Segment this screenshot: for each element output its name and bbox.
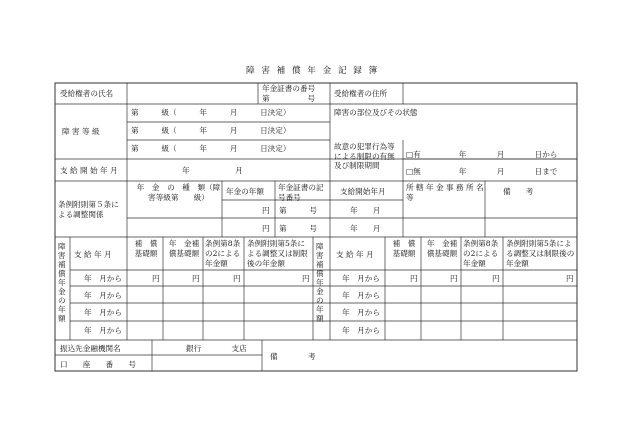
- from-label: 年 月から: [342, 326, 380, 335]
- adjustment-label: 条例附則第５条による調整関係: [58, 200, 119, 219]
- from-label: 年 月から: [342, 308, 380, 317]
- month-header: 支 給 年 月: [336, 250, 374, 259]
- restriction-no: □無 年 月 日まで: [406, 167, 558, 176]
- bank-remarks-label: 備 考: [270, 352, 316, 361]
- from-label: 年 月から: [84, 274, 122, 283]
- grade-line: 第 級（ 年 月 日決定）: [131, 126, 291, 135]
- art8-header: 条例第8条の2による年金額: [463, 239, 499, 268]
- start-header: 支給開始年月: [340, 187, 386, 196]
- restriction-yes: □有 年 月 日から: [406, 150, 558, 159]
- art5-header: 条例附則第5条による調整又は制限後の年金額: [506, 239, 575, 268]
- grade-line: 第 級（ 年 月 日決定）: [131, 144, 291, 153]
- yen-unit: 円: [233, 274, 241, 283]
- payment-start-label: 支 給 開 始 年 月: [60, 166, 118, 175]
- cert-no-header: 年金証書の記号番号: [278, 183, 324, 202]
- yen-unit: 円: [492, 274, 500, 283]
- yen-unit: 円: [262, 206, 270, 215]
- yen-unit: 円: [302, 274, 310, 283]
- grade-line: 第 級（ 年 月 日決定）: [131, 108, 291, 117]
- annual-base-header: 年 金補 償基礎額: [168, 239, 207, 258]
- yen-unit: 円: [566, 274, 574, 283]
- condition-label: 障害の部位及びその状態: [334, 108, 418, 117]
- remarks-header: 備 考: [503, 187, 534, 196]
- bank-institution-label: 振込先金融機関名: [60, 344, 121, 353]
- base-header: 補 償基礎額: [134, 239, 158, 258]
- office-header: 所 轄 年 金 事 務 所 名 等: [406, 183, 484, 202]
- from-label: 年 月から: [342, 274, 380, 283]
- recipient-address-label: 受給権者の住所: [334, 89, 388, 98]
- from-label: 年 月から: [84, 326, 122, 335]
- yen-unit: 円: [262, 224, 270, 233]
- annual-base-header: 年 金補 償基礎額: [426, 239, 465, 258]
- art5-header: 条例附則第5条による調整又は制限後の年金額: [247, 239, 308, 268]
- pension-type-header: 年 金 の 種 類（障害等級第 級）: [136, 183, 221, 202]
- yen-unit: 円: [410, 274, 418, 283]
- from-label: 年 月から: [84, 308, 122, 317]
- annual-label-left: 障害補償年金の年額: [58, 242, 66, 323]
- disability-grade-label: 障 害 等 級: [62, 127, 100, 136]
- bank-institution-value: 銀行 支店: [186, 344, 247, 353]
- from-label: 年 月から: [342, 291, 380, 300]
- certificate-no-value: 第 号: [262, 94, 316, 103]
- recipient-name-label: 受給権者の氏名: [60, 89, 114, 98]
- certificate-no-label: 年金証書の番号: [262, 84, 316, 93]
- account-number-label: 口 座 番 号: [60, 360, 136, 369]
- restriction-label: 故意の犯罪行為等による制限の有無及び制限期間: [334, 142, 395, 170]
- art8-header: 条例第8条の2による年金額: [205, 239, 241, 268]
- yen-unit: 円: [192, 274, 200, 283]
- base-header: 補 償基礎額: [392, 239, 416, 258]
- cert-value: 第 号: [279, 224, 317, 233]
- form-title: 障 害 補 償 年 金 記 録 簿: [246, 66, 380, 76]
- pension-amount-header: 年金の年額: [226, 187, 264, 196]
- from-label: 年 月から: [84, 291, 122, 300]
- yen-unit: 円: [450, 274, 458, 283]
- start-value: 年 月: [350, 206, 381, 215]
- month-header: 支 給 年 月: [74, 250, 112, 259]
- start-value: 年 月: [350, 224, 381, 233]
- cert-value: 第 号: [279, 206, 317, 215]
- yen-unit: 円: [152, 274, 160, 283]
- annual-label-right: 障害補償年金の年額: [316, 242, 324, 323]
- payment-start-value: 年 月: [182, 166, 243, 175]
